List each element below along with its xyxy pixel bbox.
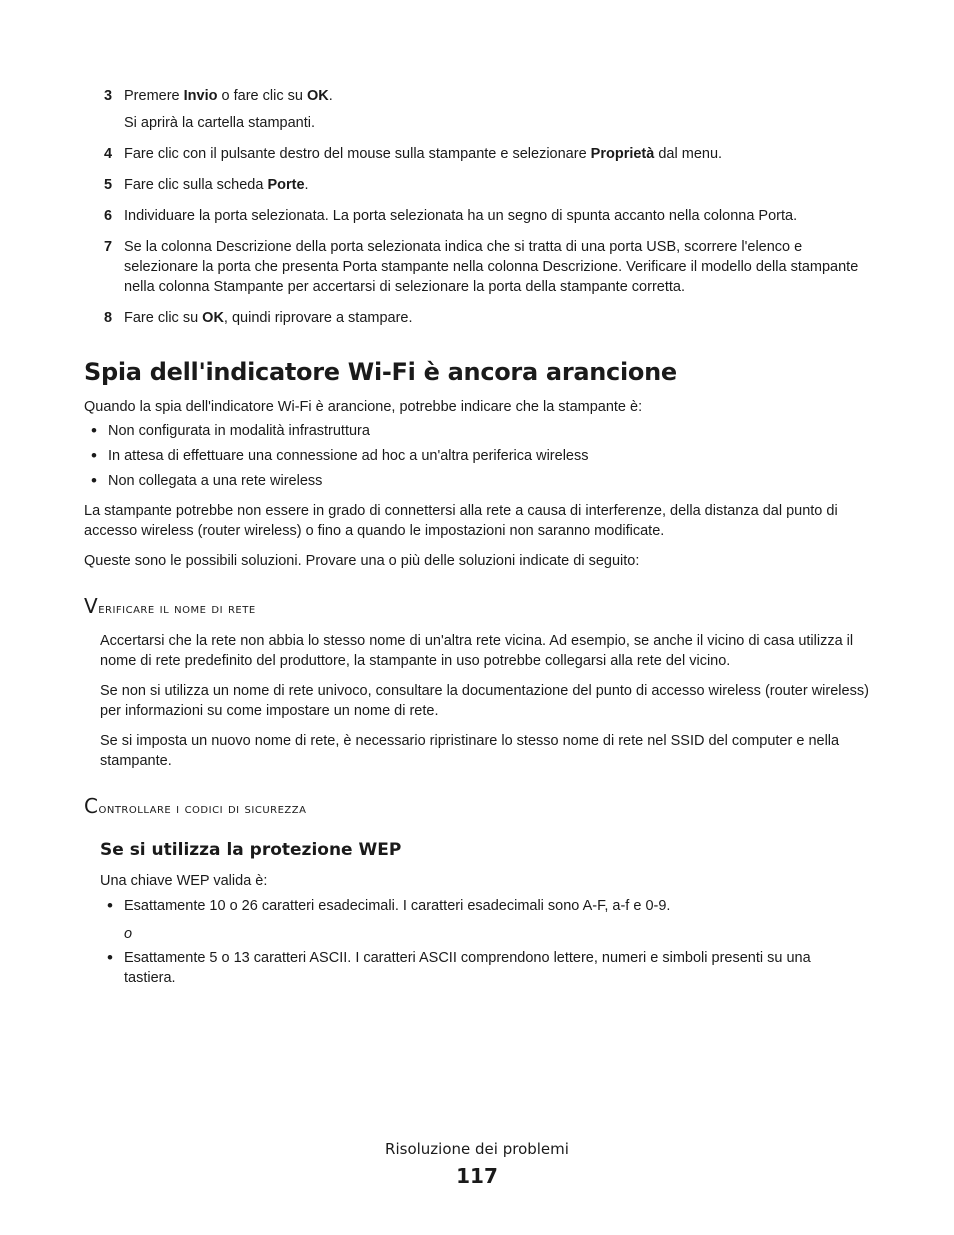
step-text: o fare clic su bbox=[217, 88, 307, 104]
interference-paragraph: La stampante potrebbe non essere in grado di connettersi alla rete a causa di interferenze, della distanza dal punto di accesso wireless (router wireless) o fino a quando le impostazioni non saranno modificate. bbox=[84, 503, 838, 539]
footer-title: Risoluzione dei problemi bbox=[385, 1140, 569, 1158]
step-number: 5 bbox=[104, 177, 113, 193]
subheading-initial: V bbox=[84, 594, 99, 618]
step-7 bbox=[84, 237, 874, 297]
network-paragraph-2: Se non si utilizza un nome di rete univoco, consultare la documentazione del punto di accesso wireless (router wireless) per informazioni su come impostare un nome di rete. bbox=[100, 683, 869, 719]
step-text: Se la colonna Descrizione della porta selezionata indica che si tratta di una porta USB, scorrere l'elenco e selezionare la porta che presenta Porta stampante nella colonna Descrizione. Verificare il modello della stampante nella colonna Stampante per accertarsi di selezionare la porta della stampante corretta. bbox=[124, 239, 859, 295]
wep-heading: Se si utilizza la protezione WEP bbox=[100, 840, 402, 860]
intro-paragraph: Quando la spia dell'indicatore Wi-Fi è arancione, potrebbe indicare che la stampante è: bbox=[84, 399, 643, 415]
step-3 bbox=[84, 86, 874, 133]
network-paragraph-1: Accertarsi che la rete non abbia lo stesso nome di un'altra rete vicina. Ad esempio, se anche il vicino di casa utilizza il nome di rete predefinito del produttore, la stampante in uso potrebbe collegarsi alla rete del vicino. bbox=[100, 633, 854, 669]
step-bold: Invio bbox=[183, 88, 218, 104]
step-text: dal menu. bbox=[654, 146, 723, 162]
subheading-network-name bbox=[84, 596, 256, 619]
step-text: Fare clic su bbox=[124, 310, 203, 326]
step-5 bbox=[84, 175, 874, 195]
wep-list-2 bbox=[100, 948, 860, 993]
page-number: 117 bbox=[456, 1164, 498, 1188]
step-number: 4 bbox=[104, 146, 113, 162]
step-text: , quindi riprovare a stampare. bbox=[223, 310, 413, 326]
step-number: 6 bbox=[104, 208, 113, 224]
step-bold: Proprietà bbox=[590, 146, 655, 162]
step-6 bbox=[84, 206, 874, 226]
step-text: . bbox=[304, 177, 309, 193]
step-text: Individuare la porta selezionata. La porta selezionata ha un segno di spunta accanto nella colonna Porta. bbox=[124, 208, 798, 224]
step-text: Fare clic con il pulsante destro del mouse sulla stampante e selezionare bbox=[124, 146, 591, 162]
subheading-initial: C bbox=[84, 794, 99, 818]
conditions-list bbox=[84, 421, 874, 496]
wep-list-1 bbox=[100, 896, 860, 921]
subheading-rest: ontrollare i codici di sicurezza bbox=[98, 801, 307, 817]
list-item: • Non configurata in modalità infrastruttura bbox=[84, 421, 874, 441]
subheading-security-codes bbox=[84, 796, 306, 819]
list-item: • In attesa di effettuare una connessione ad hoc a un'altra periferica wireless bbox=[84, 446, 874, 466]
section-title: Spia dell'indicatore Wi-Fi è ancora arancione bbox=[84, 358, 677, 386]
or-separator: o bbox=[124, 926, 133, 942]
list-item: • Esattamente 5 o 13 caratteri ASCII. I caratteri ASCII comprendono lettere, numeri e simboli presenti su una tastiera. bbox=[100, 948, 860, 988]
step-4 bbox=[84, 144, 874, 164]
subheading-rest: erificare il nome di rete bbox=[98, 601, 256, 617]
step-bold: OK bbox=[202, 310, 224, 326]
steps-list bbox=[84, 86, 874, 339]
list-item: • Esattamente 10 o 26 caratteri esadecimali. I caratteri esadecimali sono A-F, a-f e 0-9. bbox=[100, 896, 860, 916]
step-8 bbox=[84, 308, 874, 328]
step-number: 3 bbox=[104, 88, 113, 104]
network-paragraph-3: Se si imposta un nuovo nome di rete, è necessario ripristinare lo stesso nome di rete nel SSID del computer e nella stampante. bbox=[100, 733, 840, 769]
step-number: 8 bbox=[104, 310, 113, 326]
step-number: 7 bbox=[104, 239, 113, 255]
step-bold: OK bbox=[306, 88, 329, 104]
step-bold: Porte bbox=[267, 177, 305, 193]
solutions-paragraph: Queste sono le possibili soluzioni. Provare una o più delle soluzioni indicate di seguito: bbox=[84, 553, 640, 569]
list-item: • Non collegata a una rete wireless bbox=[84, 471, 874, 491]
step-text: . bbox=[328, 88, 333, 104]
step-text: Premere bbox=[124, 88, 184, 104]
step-note: Si aprirà la cartella stampanti. bbox=[124, 115, 315, 131]
step-text: Fare clic sulla scheda bbox=[124, 177, 268, 193]
wep-intro: Una chiave WEP valida è: bbox=[100, 873, 268, 889]
